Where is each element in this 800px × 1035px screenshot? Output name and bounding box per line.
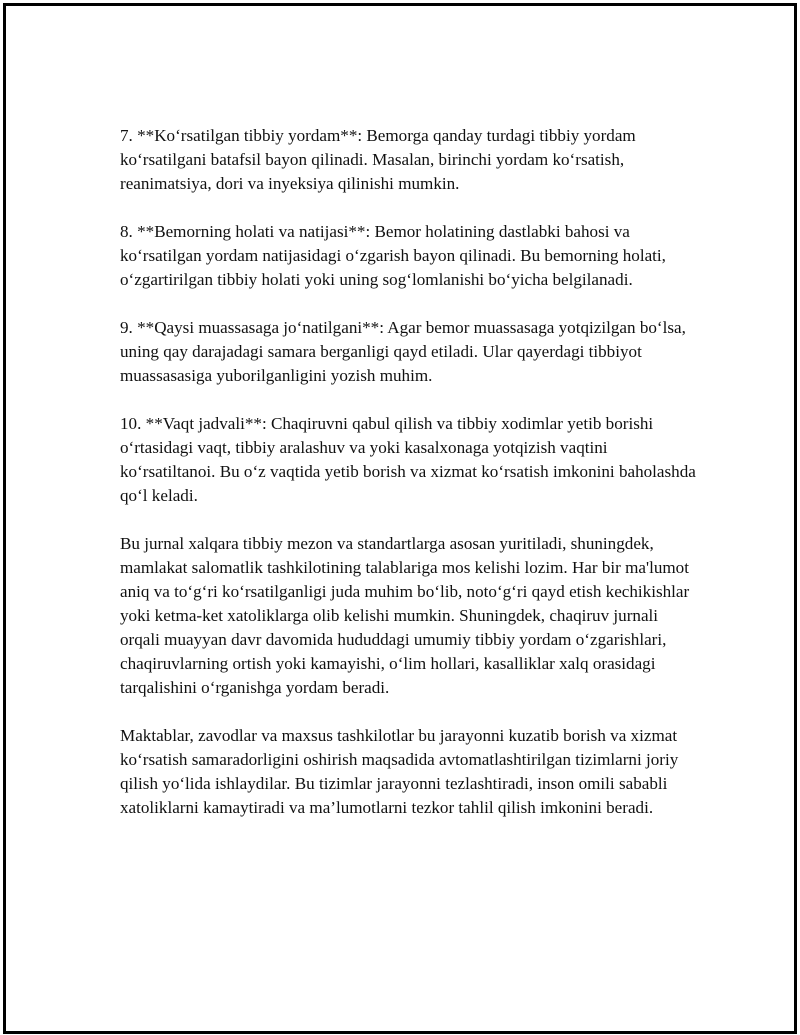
document-page <box>3 3 797 1034</box>
paragraph-journal-standards: Bu jurnal xalqara tibbiy mezon va standartlarga asosan yuritiladi, shuningdek, mamlakat salomatlik tashkilotining talablariga mos kelishi lozim. Har bir ma'lumot aniq va to‘g‘ri ko‘rsatilganligi juda muhim bo‘lib, noto‘g‘ri qayd etish kechikishlar yoki ketma-ket xatoliklarga olib kelishi mumkin. Shuningdek, chaqiruv jurnali orqali muayyan davr davomida hududdagi umumiy tibbiy yordam o‘zgarishlari, chaqiruvlarning ortish yoki kamayishi, o‘lim hollari, kasalliklar xalq orasidagi tarqalishini o‘rganishga yordam beradi. <box>120 534 690 697</box>
paragraph-item-10: 10. **Vaqt jadvali**: Chaqiruvni qabul qilish va tibbiy xodimlar yetib borishi o‘rtasidagi vaqt, tibbiy aralashuv va yoki kasalxonaga yotqizish vaqtini ko‘rsatiltanoi. Bu o‘z vaqtida yetib borish va xizmat ko‘rsatish imkonini baholashda qo‘l keladi. <box>120 414 696 505</box>
paragraph-item-8: 8. **Bemorning holati va natijasi**: Bemor holatining dastlabki bahosi va ko‘rsatilgan yordam natijasidagi o‘zgarish bayon qilinadi. Bu bemorning holati, o‘zgartirilgan tibbiy holati yoki uning sog‘lomlanishi bo‘yicha belgilanadi. <box>120 222 666 289</box>
paragraph-automation: Maktablar, zavodlar va maxsus tashkilotlar bu jarayonni kuzatib borish va xizmat ko‘rsatish samaradorligini oshirish maqsadida avtomatlashtirilgan tizimlarni joriy qilish yo‘lida ishlaydilar. Bu tizimlar jarayonni tezlashtiradi, inson omili sababli xatoliklarni kamaytiradi va ma’lumotlarni tezkor tahlil qilish imkonini beradi. <box>120 726 679 817</box>
paragraph-item-7: 7. **Ko‘rsatilgan tibbiy yordam**: Bemorga qanday turdagi tibbiy yordam ko‘rsatilgani batafsil bayon qilinadi. Masalan, birinchi yordam ko‘rsatish, reanimatsiya, dori va inyeksiya qilinishi mumkin. <box>120 126 636 193</box>
paragraph-item-9: 9. **Qaysi muassasaga jo‘natilgani**: Agar bemor muassasaga yotqizilgan bo‘lsa, uning qay darajadagi samara berganligi qayd etiladi. Ular qayerdagi tibbiyot muassasasiga yuborilganligini yozish muhim. <box>120 318 686 385</box>
document-body <box>120 124 700 820</box>
